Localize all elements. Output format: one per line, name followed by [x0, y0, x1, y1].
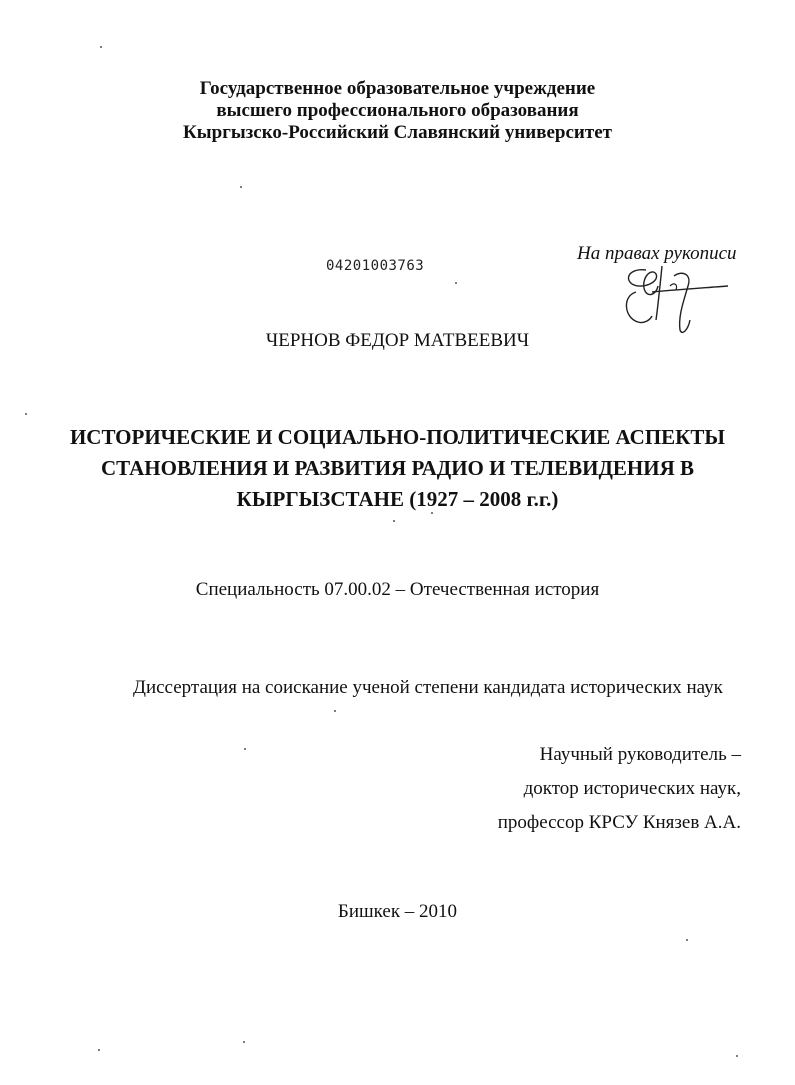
specialty-line: Специальность 07.00.02 – Отечественная история [195, 579, 600, 600]
scan-speck [243, 1041, 245, 1043]
institution-line-2: высшего профессионального образования [216, 100, 579, 121]
supervisor-line-1: Научный руководитель – [539, 744, 741, 765]
title-line-2: СТАНОВЛЕНИЯ И РАЗВИТИЯ РАДИО И ТЕЛЕВИДЕНИЯ В [101, 456, 694, 480]
institution-line-3: Кыргызско-Российский Славянский университет [183, 122, 612, 143]
supervisor-line-2: доктор исторических наук, [523, 778, 741, 799]
scan-speck [240, 186, 242, 188]
title-line-3: КЫРГЫЗСТАНЕ (1927 – 2008 г.г.) [236, 487, 559, 511]
registration-code: 04201003763 [326, 258, 425, 274]
scan-speck [686, 939, 688, 941]
supervisor-block [498, 738, 741, 840]
scan-speck [455, 282, 457, 284]
scan-speck [98, 1049, 100, 1051]
author-name: ЧЕРНОВ ФЕДОР МАТВЕЕВИЧ [265, 330, 530, 351]
supervisor-line-3: профессор КРСУ Князев А.А. [497, 812, 741, 833]
scan-speck [100, 46, 102, 48]
scan-speck [334, 710, 336, 712]
institution-line-1: Государственное образовательное учреждение [199, 78, 596, 99]
city-year: Бишкек – 2010 [337, 901, 458, 922]
institution-block [0, 78, 795, 144]
handwritten-signature [612, 256, 732, 336]
manuscript-rights-label: На правах рукописи [577, 243, 737, 264]
scan-speck [244, 748, 246, 750]
title-line-1: ИСТОРИЧЕСКИЕ И СОЦИАЛЬНО-ПОЛИТИЧЕСКИЕ АСПЕКТЫ [69, 425, 726, 449]
scan-speck [393, 520, 395, 522]
scan-speck [431, 512, 433, 514]
dissertation-degree-line: Диссертация на соискание ученой степени кандидата исторических наук [133, 677, 723, 698]
scan-speck [25, 413, 27, 415]
scan-speck [736, 1055, 738, 1057]
dissertation-title [0, 422, 795, 515]
